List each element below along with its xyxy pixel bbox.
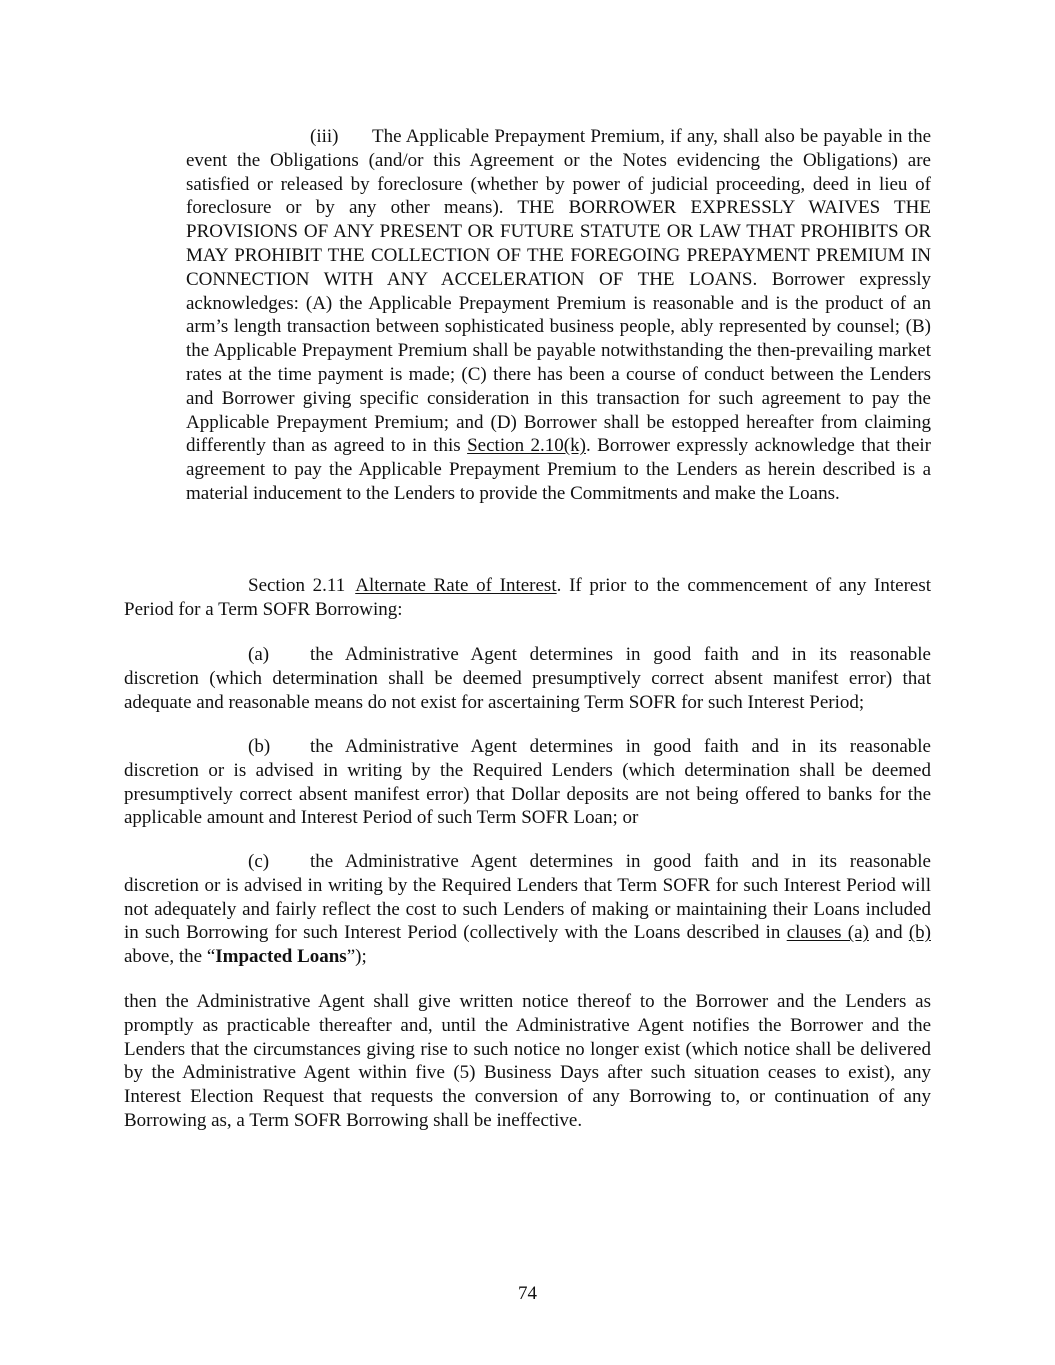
section-2-11-title: Alternate Rate of Interest — [355, 575, 557, 596]
page-number: 74 — [518, 1283, 537, 1304]
paragraph-iii-text-continued: . Borrower expressly acknowledge that their agreement to pay the Applicable Prepayment Premium to the Lenders as herein described is a material inducement to the Lenders to provide the Commitments and make the Loans. — [186, 435, 932, 504]
section-2-11-text: . If prior to the commencement of any Interest Period for a Term SOFR Borrowing: — [124, 575, 931, 620]
clause-c-above: above, the “ — [124, 946, 216, 968]
section-2-11-number: Section 2.11 — [248, 575, 346, 596]
clause-b — [124, 735, 931, 830]
section-2-10k-reference: Section 2.10(k) — [467, 435, 586, 457]
section-2-11-heading-paragraph — [124, 574, 931, 622]
clause-a-text: the Administrative Agent determines in good faith and in its reasonable discretion (which determination shall be deemed presumptively correct absent manifest error) that adequate and reasonable means do not exist for ascertaining Term SOFR for such Interest Period; — [124, 644, 931, 713]
clause-b-label: (b) — [248, 736, 271, 757]
clause-c-label: (c) — [248, 851, 270, 872]
closing-paragraph: then the Administrative Agent shall give written notice thereof to the Borrower and the Lenders as promptly as practicable thereafter and, until the Administrative Agent notifies the Borrower and the Lenders that the circumstances giving rise to such notice no longer exist (which notice shall be delivered by the Administrative Agent within five (5) Business Days after such situation ceases to exist), any Interest Election Request that requests the conversion of any Borrowing to, or continuation of any Borrowing as, a Term SOFR Borrowing shall be ineffective. — [124, 991, 931, 1131]
clause-b-text: the Administrative Agent determines in good faith and in its reasonable discretion or is advised in writing by the Required Lenders (which determination shall be deemed presumptively correct absent manifest error) that Dollar deposits are not being offered to banks for the applicable amount and Interest Period of such Term SOFR Loan; or — [124, 736, 931, 829]
clause-a — [124, 643, 931, 714]
paragraph-iii-text: The Applicable Prepayment Premium, if any, shall also be payable in the event the Obligations (and/or this Agreement or the Notes evidencing the Obligations) are satisfied or released by foreclosure (whether by power of judicial proceeding, deed in lieu of foreclosure or by any other means). THE BORROWER EXPRESSLY WAIVES THE PROVISIONS OF ANY PRESENT OR FUTURE STATUTE OR LAW THAT PROHIBITS OR MAY PROHIBIT THE COLLECTION OF THE FOREGOING PREPAYMENT PREMIUM IN CONNECTION WITH ANY ACCELERATION OF THE LOANS. Borrower expressly acknowledges: (A) the Applicable Prepayment Premium is reasonable and is the product of an arm’s length transaction between sophisticated business people, ably represented by counsel; (B) the Applicable Prepayment Premium shall be payable notwithstanding the then-prevailing market rates at the time payment is made; (C) there has been a course of conduct between the Lenders and Borrower giving specific consideration in this transaction for such agreement to pay the Applicable Prepayment Premium; and (D) Borrower shall be estopped hereafter from claiming differently than as agreed to in this — [186, 126, 931, 457]
clause-c-end: ”); — [346, 946, 367, 968]
impacted-loans-defined-term: Impacted Loans — [215, 946, 347, 968]
clause-c — [124, 850, 931, 969]
clause-c-text: the Administrative Agent determines in good faith and in its reasonable discretion or is advised in writing by the Required Lenders that Term SOFR for such Interest Period will not adequately and fairly reflect the cost to such Lenders of making or maintaining their Loans included in such Borrowing for such Interest Period (collectively with the Loans described in — [124, 851, 931, 944]
clause-b-reference: (b) — [908, 922, 931, 944]
clause-a-label: (a) — [248, 644, 270, 665]
clause-c-and: and — [875, 922, 903, 944]
paragraph-iii-label: (iii) — [310, 126, 339, 147]
clauses-a-reference: clauses (a) — [786, 922, 869, 944]
paragraph-iii — [186, 125, 931, 506]
